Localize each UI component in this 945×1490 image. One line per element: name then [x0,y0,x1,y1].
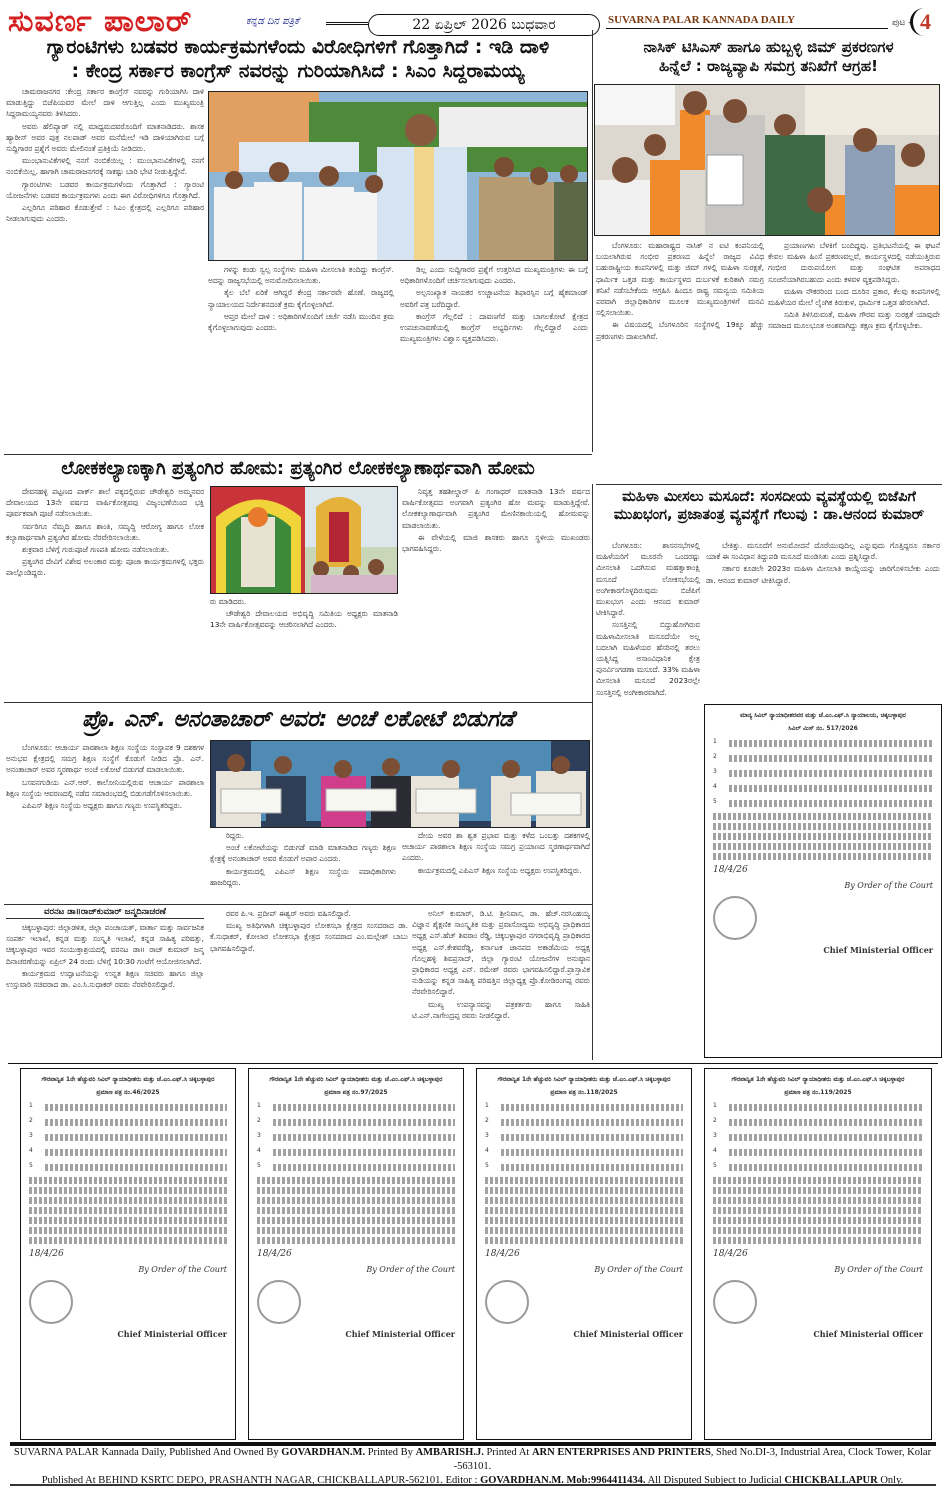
legal-notice-scan: ಗೌರವಾನ್ವಿತ 1ನೇ ಹೆಚ್ಚುವರಿ ಸಿವಿಲ್ ನ್ಯಾಯಾಧೀಶರು ಮತ್ತು ಜೆ.ಎಂ.ಎಫ್.ಸಿ ಚಿಕ್ಕಬಳ್ಳಾಪುರ ಪ್ರಮಾಣ ಪತ್ರ ನಂ.118/2025 1 2 3 4 5 18/4/26 By Order of the Court Chief Ministerial Officer [476,1068,692,1440]
section-divider [4,702,592,703]
nashik-body-right: ಪ್ರಯಾಣಗಳು ಬೆಳಕಿಗೆ ಬಂದಿದ್ದವು. ಪ್ರತಿಭಟನೆಯಲ್ಲಿ ಈ ಘಟನೆ ಕೇವಲ ಮಹಿಳಾ ಹಿಂಸೆ ಪ್ರಕರಣವಲ್ಲವೆ, ಕಾರ್ಯಸ್ಥಳದಲ್ಲಿ ನಡೆಯುತ್ತಿರುವ ಗಂಭೀರ ದುರುಪಯೋಗ ಮತ್ತು ಸಂಘಟಿತ ಅಪರಾಧದ ಸೂಚನೆಯಾಗಿರಬಹುದು ಎಂದು ಕಳವಳ ವ್ಯಕ್ತಪಡಿಸಿದ್ದರು. ಮಹಿಳಾ ನೌಕರರಿಂದ ಬಂದ ದೂರಿನ ಪ್ರಕಾರ, ಕೆಲವು ಕಂಪನಿಗಳಲ್ಲಿ ಮಹಿಳೆಯರ ಮೇಲೆ ಲೈಂಗಿಕ ಕಿರುಕುಳ, ಧಾರ್ಮಿಕ ಒತ್ತಡ ಹೇರಲಾಗಿದೆ. ಸಮಿತಿ ತಿಳಿಸಿರುವಂತೆ, ಮಹಿಳಾ ಗೌರವ ಮತ್ತು ಸುರಕ್ಷತೆ ಯಾವುದೇ ಸಮಾಜದ ಮೂಲಭೂತ ಅಂಶವಾಗಿದ್ದು ತಕ್ಷಣ ಕ್ರಮ ಕೈಗೊಳ್ಳಬೇಕು. [768,241,940,331]
tagline: ಕನ್ನಡ ದಿನ ಪತ್ರಿಕೆ [246,16,300,27]
prathyangira-body-center: ಚೌಡೇಶ್ವರಿ ದೇವಾಲಯದ ಅಭಿವೃದ್ಧಿ ಸಮಿತಿಯ ಅಧ್ಯಕ್ಷರು ಮಾತನಾಡಿ 13ನೇ ವಾರ್ಷಿಕೋತ್ಸವವನ್ನು ಆಚರಿಸಲಾಗಿದೆ ಎಂದರು. [210,609,398,630]
legal-notice-scan: ಗೌರವಾನ್ವಿತ 1ನೇ ಹೆಚ್ಚುವರಿ ಸಿವಿಲ್ ನ್ಯಾಯಾಧೀಶರು ಮತ್ತು ಜೆ.ಎಂ.ಎಫ್.ಸಿ ಚಿಕ್ಕಬಳ್ಳಾಪುರ ಪ್ರಮಾಣ ಪತ್ರ ನಂ.97/2025 1 2 3 4 5 18/4/26 By Order of the Court Chief Ministerial Officer [248,1068,464,1440]
newspaper-logo: ಸುವರ್ಣ ಪಾಲಾರ್ [8,4,193,39]
rajkumar-body-center: ರವರ ಪಿ.ಇ. ಪ್ರದೀಪ್ ಈಶ್ವರ್ ಅವರು ವಹಿಸಲಿದ್ದಾರೆ. ಮುಖ್ಯ ಅತಿಥಿಗಳಾಗಿ ಚಿಕ್ಕಬಳ್ಳಾಪುರ ಲೋಕಸಭಾ ಕ್ಷೇತ್ರದ ಸಂಸದರಾದ ಡಾ. ಕೆ.ಸುಧಾಕರ್, ಕೋಲಾರ ಲೋಕಸಭಾ ಕ್ಷೇತ್ರದ ಸಂಸದರಾದ ಎಂ.ಮಲ್ಲೇಶ್ ಬಾಬು ಭಾಗವಹಿಸಲಿದ್ದಾರೆ. [210,909,408,953]
rajkumar-body-right: ಅನಿಲ್ ಕುಮಾರ್, ಡಿ.ಟಿ. ಶ್ರೀನಿವಾಸ, ಡಾ. ಹೆಚ್.ನರಸಿಂಹಯ್ಯ ವಿಜ್ಞಾನ ಶೈಕ್ಷಣಿಕ ಸಾಂಸ್ಕೃತಿಕ ಮತ್ತು ಪ್ರವಾಸೋದ್ಯಮ ಅಭಿವೃದ್ಧಿ ಪ್ರಾಧಿಕಾರದ ಅಧ್ಯಕ್ಷ ಎಸ್.ಹೆಚ್ ಶಿವರಾಂ ರೆಡ್ಡಿ, ಚಿಕ್ಕಬಳ್ಳಾಪುರ ನಗರಾಭಿವೃದ್ಧಿ ಪ್ರಾಧಿಕಾರದ ಅಧ್ಯಕ್ಷ ಎಸ್.ಕೇಶವರೆಡ್ಡಿ, ಕರ್ನಾಟಕ ಜಾನಪದ ಅಕಾಡೆಮಿಯ ಅಧ್ಯಕ್ಷ ಗೊಲ್ಲಹಳ್ಳಿ ಶಿವಪ್ರಸಾದ್, ಜಿಲ್ಲಾ ಗ್ಯಾರಂಟಿ ಯೋಜನೆಗಳ ಅನುಷ್ಠಾನ ಪ್ರಾಧಿಕಾರದ ಅಧ್ಯಕ್ಷ ಎನ್. ರಮೇಶ್ ರವರು ಭಾಗವಹಿಸಲಿದ್ದಾರೆ.ಪ್ರಾಸ್ತಾವಿಕ ನುಡಿಯನ್ನು ಕನ್ನಡ ಸಾಹಿತ್ಯ ಪರಿಷತ್ತಿನ ಜಿಲ್ಲಾಧ್ಯಕ್ಷ ಪ್ರೊ.ಕೋಡಿರಂಗಪ್ಪ ರವರು ನೆರವೇರಿಸಲಿದ್ದಾರೆ. ಮುಖ್ಯ ಉಪನ್ಯಾಸವನ್ನು ಪತ್ರಕರ್ತರು ಹಾಗೂ ಸಾಹಿತಿ ಟಿ.ಎನ್.ನಾಗೇಂದ್ರಪ್ಪ ರವರು ನೀಡಲಿದ್ದಾರೆ. [412,909,590,1020]
imprint-line-2: Published At BEHIND KSRTC DEPO, PRASHANTH NAGAR, CHICKBALLAPUR-562101. Editor : GOVARDHAN.M. Mob:9964411434. All Disputed Subject to Judicial CHICKBALLAPUR Only. [41,1475,904,1486]
legal-notice-scan: ಮಾನ್ಯ ಸಿವಿಲ್ ನ್ಯಾಯಾಧೀಶರವರ ಮತ್ತು ಜೆ.ಎಂ.ಎಫ್.ಸಿ ನ್ಯಾಯಾಲಯ, ಚಿಕ್ಕಬಳ್ಳಾಪುರ ಸಿವಿಲ್ ಮಿಸ್ ನಂ. 517/2026 1 2 3 4 5 18/4/26 By Order of the Court Chief Ministerial Officer [704,704,942,1058]
ananthachar-headline: ಪ್ರೊ. ಎನ್. ಅನಂತಾಚಾರ್ ಅವರ: ಅಂಚೆ ಲಕೋಟೆ ಬಿಡುಗಡೆ [82,707,514,732]
english-title: SUVARNA PALAR KANNADA DAILY [608,14,796,26]
court-seal-icon [485,1280,529,1324]
court-seal-icon [29,1280,73,1324]
lead-body-center: ಗಳನ್ನು ಕಂಡು ಸ್ವಲ್ಪ ಸಂಸ್ಥೆಗಳು ಮಹಿಳಾ ಮೀಸಲಾತಿ ತಂದಿದ್ದು ಕಾಂಗ್ರೆಸ್. ಅದನ್ನು ರಾಜ್ಯಸಭೆಯಲ್ಲಿ ಅನುಮೋದಿಸಲಾಯಿತು. ತೈಲ ಬೆಲೆ ಏರಿಕೆ ಆಗಿದ್ದರೆ ಕೇಂದ್ರ ಸರ್ಕಾರವೇ ಹೊಣೆ. ರಾಜ್ಯದಲ್ಲಿ ನ್ಯಾಯಾಲಯದ ನಿರ್ದೇಶನದಂತೆ ಕ್ರಮ ಕೈಗೊಳ್ಳಲಾಗಿದೆ. ಆಪ್ತರ ಮೇಲೆ ದಾಳಿ : ಅಧಿಕಾರಿಗಳೊಂದಿಗೆ ಚರ್ಚೆ ನಡೆಸಿ ಮುಂದಿನ ಕ್ರಮ ಕೈಗೊಳ್ಳಲಾಗುವುದು ಎಂದರು. [208,265,394,333]
page-label: ಪುಟ - [892,18,912,28]
title-rule [606,28,888,29]
section-divider [4,904,592,905]
legal-notice-scan: ಗೌರವಾನ್ವಿತ 1ನೇ ಹೆಚ್ಚುವರಿ ಸಿವಿಲ್ ನ್ಯಾಯಾಧೀಶರು ಮತ್ತು ಜೆ.ಎಂ.ಎಫ್.ಸಿ ಚಿಕ್ಕಬಳ್ಳಾಪುರ ಪ್ರಮಾಣ ಪತ್ರ ನಂ.46/2025 1 2 3 4 5 18/4/26 By Order of the Court Chief Ministerial Officer [20,1068,236,1440]
rajkumar-body-left: ಚಿಕ್ಕಬಳ್ಳಾಪುರ: ಜಿಲ್ಲಾಡಳಿತ, ಜಿಲ್ಲಾ ಪಂಚಾಯತ್, ವಾರ್ತಾ ಮತ್ತು ಸಾರ್ವಜನಿಕ ಸಂಪರ್ಕ ಇಲಾಖೆ, ಕನ್ನಡ ಮತ್ತು ಸಂಸ್ಕೃತಿ ಇಲಾಖೆ, ಕನ್ನಡ ಸಾಹಿತ್ಯ ಪರಿಷತ್ತು, ಚಿಕ್ಕಬಳ್ಳಾಪುರ ಇವರ ಸಂಯುಕ್ತಾಶ್ರಯದಲ್ಲಿ ವರನಟ ಡಾ॥ ರಾಜ್ ಕುಮಾರ್ ಜನ್ಮ ದಿನಾಚರಣೆಯನ್ನು ಏಪ್ರಿಲ್ 24 ರಂದು ಬೆಳಿಗ್ಗೆ 10:30 ಗಂಟೆಗೆ ಆಯೋಜಿಸಲಾಗಿದೆ. ಕಾರ್ಯಕ್ರಮದ ಉದ್ಘಾಟನೆಯನ್ನು ಉನ್ನತ ಶಿಕ್ಷಣ ಸಚಿವರು ಹಾಗೂ ಜಿಲ್ಲಾ ಉಸ್ತುವಾರಿ ಸಚಿವರಾದ ಡಾ. ಎಂ.ಸಿ.ಸುಧಾಕರ್ ರವರು ನೆರವೇರಿಸಲಿದ್ದಾರೆ. [6,923,204,990]
issue-date: 22 ಏಪ್ರಿಲ್ 2026 ಬುಧವಾರ [368,14,600,36]
memorandum-submission-photo [594,84,940,236]
court-seal-icon [257,1280,301,1324]
column-divider [592,484,593,1060]
women-reservation-body-right: ಬೇಕಿತ್ತು. ಮಸೂದೆಗೆ ಅನುಮೋದನೆ ದೊರೆಯುವುದಿಲ್ಲ ಎನ್ನುವುದು ಗೊತ್ತಿದ್ದರೂ ಸರ್ಕಾರ ಯಾಕೆ ಈ ಸಂವಿಧಾನ ತಿದ್ದುಪಡಿ ಮಸೂದೆ ಮಂಡಿಸಿತು ಎಂದು ಪ್ರಶ್ನಿಸಿದ್ದಾರೆ. ಸರ್ಕಾರ ಕೂಡಲೇ 2023ರ ಮಹಿಳಾ ಮೀಸಲಾತಿ ಕಾಯ್ದೆಯನ್ನು ಜಾರಿಗೊಳಿಸಬೇಕು ಎಂದು ಡಾ. ಆನಂದ ಕುಮಾರ್ ಟೀಕಿಸಿದ್ದಾರೆ. [706,541,940,585]
lead-body-right: ಡಿಲ್ಲ ಎಂದು ಸುದ್ದಿಗಾರರ ಪ್ರಶ್ನೆಗೆ ಉತ್ತರಿಸಿದ ಮುಖ್ಯಮಂತ್ರಿಗಳು ಈ ಬಗ್ಗೆ ಅಧಿಕಾರಿಗಳೊಂದಿಗೆ ಚರ್ಚಿಸಲಾಗುವುದು ಎಂದರು. ಅಲ್ಪಸಂಖ್ಯಾತ ನಾಯಕರ ಉಚ್ಚಾಟನೆಯ ಶಿಫಾರಸ್ಸಿನ ಬಗ್ಗೆ ಹೈಕಮಾಂಡ್ ಅವರಿಗೆ ಪತ್ರ ಬರೆದಿದ್ದಾರೆ. ಕಾಂಗ್ರೆಸ್ ಗೆಲ್ಲಲಿದೆ : ದಾವಣಗೆರೆ ಮತ್ತು ಬಾಗಲಕೋಟೆ ಕ್ಷೇತ್ರದ ಉಪಚುನಾವಣೆಯಲ್ಲಿ ಕಾಂಗ್ರೆಸ್ ಅಭ್ಯರ್ಥಿಗಳು ಗೆಲ್ಲಲಿದ್ದಾರೆ ಎಂದು ಮುಖ್ಯಮಂತ್ರಿಗಳು ವಿಶ್ವಾಸ ವ್ಯಕ್ತಪಡಿಸಿದರು. [400,265,588,344]
column-divider [592,30,593,452]
photo-caption: ರು ಮಾಡಿದರು. [210,597,247,606]
legal-notice-scan: ಗೌರವಾನ್ವಿತ 1ನೇ ಹೆಚ್ಚುವರಿ ಸಿವಿಲ್ ನ್ಯಾಯಾಧೀಶರು ಮತ್ತು ಜೆ.ಎಂ.ಎಫ್.ಸಿ ಚಿಕ್ಕಬಳ್ಳಾಪುರ ಪ್ರಮಾಣ ಪತ್ರ ನಂ.119/2025 1 2 3 4 5 18/4/26 By Order of the Court Chief Ministerial Officer [704,1068,932,1440]
page-number: 4 [910,8,938,36]
nashik-body-left: ಬೆಂಗಳೂರು: ಮಹಾರಾಷ್ಟ್ರದ ನಾಸಿಕ್ ನ ಐಟಿ ಕಂಪನಿಯಲ್ಲಿ ಬಯಲಾಗಿರುವ ಗಂಭೀರ ಪ್ರಕರಣದ ಹಿನ್ನೆಲೆ ರಾಜ್ಯದ ವಿವಿಧ ಬಹುರಾಷ್ಟ್ರೀಯ ಕಂಪನಿಗಳಲ್ಲಿ ಮತ್ತು ಜಿಮ್ ಗಳಲ್ಲಿ ಮಹಿಳಾ ಸುರಕ್ಷತೆ, ಧಾರ್ಮಿಕ ಒತ್ತಡ ಮತ್ತು ಕಾರ್ಯಸ್ಥಳದ ದುರ್ಬಳಕೆ ಕುರಿತಾಗಿ ಸಮಗ್ರ ತನಿಖೆ ನಡೆಸಬೇಕೆಂದು ಆಗ್ರಹಿಸಿ ಹಿಂದೂ ರಾಷ್ಟ್ರ ಸಮನ್ವಯ ಸಮಿತಿಯ ಪರವಾಗಿ ಜಿಲ್ಲಾಧಿಕಾರಿಗಳ ಮೂಲಕ ಮುಖ್ಯಮಂತ್ರಿಗಳಿಗೆ ಮನವಿ ಸಲ್ಲಿಸಲಾಯಿತು. ಈ ವಿಷಯದಲ್ಲಿ ಬೆಂಗಳೂರಿನ ಸಂಸ್ಥೆಗಳಲ್ಲಿ 19ಕ್ಕೂ ಹೆಚ್ಚು ಪ್ರಕರಣಗಳು ದಾಖಲಾಗಿವೆ. [596,241,764,341]
women-reservation-headline: ಮಹಿಳಾ ಮೀಸಲು ಮಸೂದೆ: ಸಂಸದೀಯ ವ್ಯವಸ್ಥೆಯಲ್ಲಿ ಬಿಜೆಪಿಗೆ ಮುಖಭಂಗ, ಪ್ರಜಾತಂತ್ರ ವ್ಯವಸ್ಥೆಗೆ ಗೆಲುವು : ಡಾ.ಆನಂದ ಕುಮಾರ್ [613,489,925,524]
ananthachar-body-right: ದೇಯ ಅವರ ಶಾ ಶ್ವತ ಪ್ರಭಾವ ಮತ್ತು ಕಳೆದ ಒಂಬತ್ತು ದಶಕಗಳಲ್ಲಿ ಆಚಾರ್ಯ ಪಾಠಶಾಲಾ ಶಿಕ್ಷಣ ಸಂಸ್ಥೆಯ ಸಮಗ್ರ ಪ್ರಯಾಣದ ಸ್ಮರಣಾರ್ಥವಾಗಿದೆ ಎಂದರು. ಕಾರ್ಯಕ್ರಮದಲ್ಲಿ ಎಪಿಎಸ್ ಶಿಕ್ಷಣ ಸಂಸ್ಥೆಯ ಅಧ್ಯಕ್ಷರು ಉಪಸ್ಥಿತರಿದ್ದರು. [402,831,590,875]
court-seal-icon [713,896,757,940]
section-divider [596,484,942,485]
chief-minister-salute-photo [208,91,588,261]
section-divider [4,454,592,455]
temple-deity-procession-photo [210,486,398,594]
scan-strip-top-rule [8,1063,938,1064]
ananthachar-body-center: ರಿದ್ದರು. ಅಂಚೆ ಲಕೋಟೆಯನ್ನು ಬಿಡುಗಡೆ ಮಾಡಿ ಮಾತನಾಡಿದ ಗಣ್ಯರು ಶಿಕ್ಷಣ ಕ್ಷೇತ್ರಕ್ಕೆ ಅನಂತಾಚಾರ್ ಅವರ ಕೊಡುಗೆ ಅಪಾರ ಎಂದರು. ಕಾರ್ಯಕ್ರಮದಲ್ಲಿ ಎಪಿಎಸ್ ಶಿಕ್ಷಣ ಸಂಸ್ಥೆಯ ಪದಾಧಿಕಾರಿಗಳು ಹಾಜರಿದ್ದರು. [210,831,396,887]
imprint-line-1: SUVARNA PALAR Kannada Daily, Published And Owned By GOVARDHAN.M. Printed By AMBARISH.J. Printed At ARN ENTERPRISES AND PRINTERS, Shed No.DI-3, Industrial Area, Clock Tower, Kolar -563101. [13,1447,932,1472]
women-reservation-body-left: ಬೆಂಗಳೂರು: ಶಾಸನಸಭೆಗಳಲ್ಲಿ ಮಹಿಳೆಯರಿಗೆ ಮೂರನೇ ಒಂದರಷ್ಟು ಮೀಸಲಾತಿ ಒದಗಿಸುವ ಮಹತ್ವಾಕಾಂಕ್ಷಿ ಮಸೂದೆ ಲೋಕಸಭೆಯಲ್ಲಿ ಅಂಗೀಕಾರಗೊಳ್ಳದಿರುವುದು ಬಿಜೆಪಿಗೆ ಮುಖಭಂಗ ಎಂದು ಆನಂದ ಕುಮಾರ್ ಟೀಕಿಸಿದ್ದಾರೆ. ಸಂಸತ್ತಿನಲ್ಲಿ ಬಿದ್ದುಹೋಗಿರುವ ಮಹಿಳಾಮೀಸಲಾತಿ ಮಸೂದೆಯೇ ಅಲ್ಲ ಬದಲಾಗಿ ಮಹಿಳೆಯರ ಹೆಸರಿನಲ್ಲಿ ತರಲು ಯತ್ನಿಸಿದ್ದ ಅಸಾಂವಿಧಾನಿಕ ಕ್ಷೇತ್ರ ಪುನರ್ವಿಂಗಡಣಾ ಮಸೂದೆ. 33% ಮಹಿಳಾ ಮೀಸಲಾತಿ ಮಸೂದೆ 2023ರಲ್ಲೇ ಸಂಸತ್ತಿನಲ್ಲಿ ಅಂಗೀಕಾರವಾಗಿದೆ. [596,541,700,697]
masthead-divider [326,22,368,25]
ananthachar-body-left: ಬೆಂಗಳೂರು: ಆಚಾರ್ಯ ಪಾಠಶಾಲಾ ಶಿಕ್ಷಣ ಸಂಸ್ಥೆಯ ಸಂಸ್ಥಾಪಕ 9 ದಶಕಗಳ ಅನುಭವ ಕ್ಷೇತ್ರದಲ್ಲಿ ಸಮಗ್ರ ಶಿಕ್ಷಣ ಸಂಸ್ಥೆಗೆ ಕೊಡುಗೆ ನೀಡಿದ ಪ್ರೊ. ಎನ್. ಅನಂತಾಚಾರ್ ಅವರ ಸ್ಮರಣಾರ್ಥ ಅಂಚೆ ಲಕೋಟೆ ಬಿಡುಗಡೆ ಮಾಡಲಾಯಿತು. ಬಸವನಗುಡಿಯ ಎನ್.ಆರ್. ಕಾಲೋನಿಯಲ್ಲಿರುವ ಆಚಾರ್ಯ ಪಾಠಶಾಲಾ ಶಿಕ್ಷಣ ಸಂಸ್ಥೆಯ ಆವರಣದಲ್ಲಿ ನಡೆದ ಸಮಾರಂಭದಲ್ಲಿ ಬಿಡುಗಡೆಗೊಳಿಸಲಾಯಿತು. ಎಪಿಎಸ್ ಶಿಕ್ಷಣ ಸಂಸ್ಥೆಯ ಅಧ್ಯಕ್ಷರು ಹಾಗೂ ಗಣ್ಯರು ಉಪಸ್ಥಿತರಿದ್ದರು. [6,743,204,811]
rajkumar-headline: ವರನಟ ಡಾ॥ರಾಜ್‌ಕುಮಾರ್ ಜನ್ಮದಿನಾಚರಣೆ [6,906,204,919]
lead-headline: ಗ್ಯಾರಂಟಿಗಳು ಬಡವರ ಕಾರ್ಯಕ್ರಮಗಳೆಂದು ವಿರೋಧಿಗಳಿಗೆ ಗೊತ್ತಾಗಿದೆ : ಇಡಿ ದಾಳಿ : ಕೇಂದ್ರ ಸರ್ಕಾರ ಕಾಂಗ್ರೆಸ್ ನವರನ್ನು ಗುರಿಯಾಗಿಸಿದೆ : ಸಿಎಂ ಸಿದ್ದರಾಮಯ್ಯ [46,36,550,82]
court-seal-icon [713,1280,757,1324]
prathyangira-body-left: ದೇವನಹಳ್ಳಿ ಪಟ್ಟಣದ ಪಾರ್ಕ್ ಶಾಲೆ ಪಕ್ಕದಲ್ಲಿರುವ ಚೌಡೇಶ್ವರಿ ಅಮ್ಮನವರ ದೇವಾಲಯದ 13ನೇ ವರ್ಷದ ವಾರ್ಷಿಕೋತ್ಸವವು ವಿಜೃಂಭಣೆಯಿಂದ ಭಕ್ತಿ ಪೂರ್ವಕವಾಗಿ ಪೂಜೆ ನಡೆಸಲಾಯಿತು. ಸರ್ವರಿಗೂ ನೆಮ್ಮದಿ ಹಾಗೂ ಶಾಂತಿ, ಸಮೃದ್ಧಿ ಆರೋಗ್ಯ ಹಾಗೂ ಲೋಕ ಕಲ್ಯಾಣಾರ್ಥವಾಗಿ ಪ್ರತ್ಯಂಗಿರ ಹೋಮ ನೆರವೇರಿಸಲಾಯಿತು. ಶುಕ್ರವಾರ ಬೆಳಿಗ್ಗೆ ಗುರುಪೂಜೆ ಗಣಪತಿ ಹೋಮ ನಡೆಸಲಾಯಿತು. ಪ್ರತ್ಯಂಗಿರ ದೇವಿಗೆ ವಿಶೇಷ ಅಲಂಕಾರ ಮತ್ತು ಪೂಜಾ ಕಾರ್ಯಕ್ರಮಗಳಲ್ಲಿ ಭಕ್ತರು ಪಾಲ್ಗೊಂಡಿದ್ದರು. [6,487,204,578]
prathyangira-headline: ಲೋಕಕಲ್ಯಾಣಕ್ಕಾಗಿ ಪ್ರತ್ಯಂಗಿರ ಹೋಮ: ಪ್ರತ್ಯಂಗಿರ ಲೋಕಕಲ್ಯಾಣಾರ್ಥವಾಗಿ ಹೋಮ [61,458,535,479]
postal-cover-release-photo [210,740,590,828]
prathyangira-body-right: ನಿವೃತ್ತ ತಹಶೀಲ್ದಾರ್ ಪಿ ಗಂಗಾಧರ್ ಮಾತನಾಡಿ 13ನೇ ವರ್ಷದ ವಾರ್ಷಿಕೋತ್ಸವದ ಅಂಗವಾಗಿ ಪ್ರತ್ಯಂಗಿರ ಹೋ ಮವನ್ನು ಮಾಡುತ್ತಿದ್ದೇವೆ. ಲೋಕಕಲ್ಯಾಣಾರ್ಥವಾಗಿ ಪ್ರತ್ಯಂಗಿರ ಮೇಣಿನಕಾಯಿಯಲ್ಲಿ ಹೋಮವನ್ನು ಮಾಡಲಾಯಿತು. ಈ ವೇಳೆಯಲ್ಲಿ ಮಾಜಿ ಶಾಸಕರು ಹಾಗೂ ಸ್ಥಳೀಯ ಮುಖಂಡರು ಭಾಗವಹಿಸಿದ್ದರು. [402,487,590,554]
nashik-headline: ನಾಸಿಕ್ ಟಿಸಿಎಸ್ ಹಾಗೂ ಹುಬ್ಬಳ್ಳಿ ಜಿಮ್ ಪ್ರಕರಣಗಳ ಹಿನ್ನೆಲೆ : ರಾಜ್ಯವ್ಯಾಪಿ ಸಮಗ್ರ ತನಿಖೆಗೆ ಆಗ್ರಹ! [643,38,894,75]
imprint-footer [0,1446,945,1488]
lead-body-left: ಚಾಮರಾಜನಗರ :ಕೇಂದ್ರ ಸರ್ಕಾರ ಕಾಂಗ್ರೆಸ್ ನವರನ್ನು ಗುರಿಯಾಗಿಸಿ ದಾಳಿ ಮಾಡುತ್ತಿದ್ದು ಬಿಜೆಪಿಯವರ ಮೇಲೆ ದಾಳಿ ಆಗುತ್ತಿಲ್ಲ ಎಂದು ಮುಖ್ಯಮಂತ್ರಿ ಸಿದ್ದರಾಮಯ್ಯನವರು ತಿಳಿಸಿದರು. ಅವರು ಹೆಲಿಪ್ಯಾಡ್ ನಲ್ಲಿ ಮಾಧ್ಯಮದವರೊಂದಿಗೆ ಮಾತನಾಡಿದರು. ಶಾಸಕ ಹ್ಯಾರೀಸ್ ಅವರ ಪುತ್ರ ನಲಪಾಡ್ ಅವರ ಮನೆಮೇಲೆ ಇಡಿ ದಾಳಿಯಾಗಿರುವ ಬಗ್ಗೆ ಸುದ್ದಿಗಾರರ ಪ್ರಶ್ನೆಗೆ ಅವರು ಮೇಲಿನಂತೆ ಪ್ರತಿಕ್ರಿಯೆ ನೀಡಿದರು. ಮುಂಭಾನುವಿಕೆಗಳಲ್ಲಿ ನನಗೆ ನಂಬಿಕೆಯಿಲ್ಲ : ಮುಂಭಾನುವಿಕೆಗಳಲ್ಲಿ ನನಗೆ ನಂಬಿಕೆಯಿಲ್ಲ. ಹಾಗಾಗಿ ಚಾಮರಾಜನಗರಕ್ಕೆ ಸಾಕಷ್ಟು ಬಾರಿ ಭೇಟಿ ನೀಡುತ್ತಿದ್ದೇನೆ. ಗ್ಯಾರಂಟಿಗಳು ಬಡವರ ಕಾರ್ಯಕ್ರಮಗಳೆಂದು ಗೊತ್ತಾಗಿದೆ : ಗ್ಯಾರಂಟಿ ಯೋಜನೆಗಳು ಬಡವರ ಕಾರ್ಯಕ್ರಮಗಳು ಎಂದು ಈಗ ವಿರೋಧಿಗಳಿಗೂ ಗೊತ್ತಾಗಿದೆ. ಎಲ್ಲರಿಗೂ ಪರಿಹಾರ ಕೊಡುತ್ತೇವೆ : ಸಿಎಂ ಕ್ಷೇತ್ರದಲ್ಲಿ ಎಲ್ಲರಿಗೂ ಪರಿಹಾರ ನೀಡಲಾಗುವುದು ಎಂದರು. [6,87,204,224]
footer-bottom-rule [10,1484,936,1486]
